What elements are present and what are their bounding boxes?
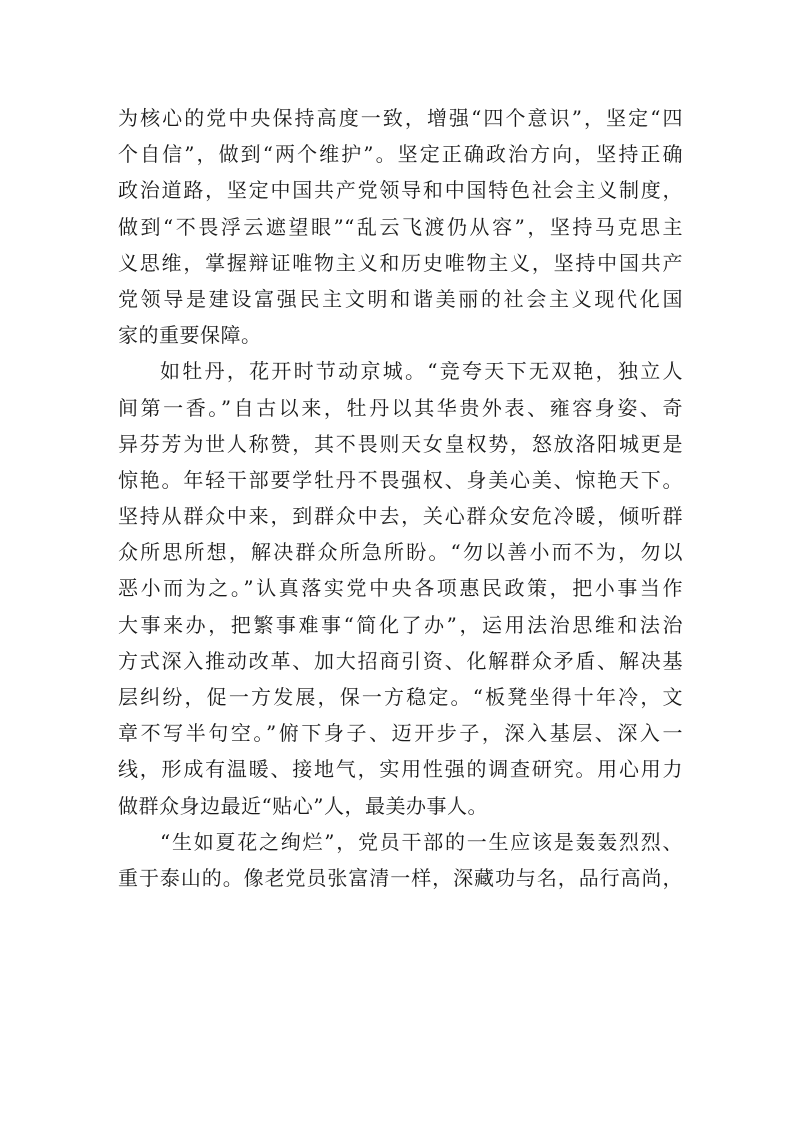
text-line-6: 党领导是建设富强民主文明和谐美丽的社会主义现代化国 [118,286,683,311]
text-line-19: 线，形成有温暖、接地气，实用性强的调查研究。用心用力 [118,757,683,782]
text-line-11: 惊艳。年轻干部要学牡丹不畏强权、身美心美、惊艳天下。 [118,467,683,492]
text-line-18: 章不写半句空。”俯下身子、迈开步子，深入基层、深入一 [118,721,683,746]
text-line-17: 层纠纷，促一方发展，保一方稳定。“板凳坐得十年冷，文 [118,685,683,709]
text-line-22: 重于泰山的。像老党员张富清一样，深藏功与名，品行高尚， [118,865,683,890]
text-line-15: 大事来办，把繁事难事“简化了办”，运用法治思维和法治 [118,612,683,637]
text-line-5: 义思维，掌握辩证唯物主义和历史唯物主义，坚持中国共产 [118,250,683,275]
text-line-12: 坚持从群众中来，到群众中去，关心群众安危冷暖，倾听群 [118,504,683,529]
text-line-21: “生如夏花之绚烂”，党员干部的一生应该是轰轰烈烈、 [160,829,683,854]
text-line-13: 众所思所想，解决群众所急所盼。“勿以善小而不为，勿以 [118,540,683,565]
text-line-10: 异芬芳为世人称赞，其不畏则天女皇权势，怒放洛阳城更是 [118,431,683,456]
text-line-20: 做群众身边最近“贴心”人，最美办事人。 [118,793,488,818]
text-line-1: 为核心的党中央保持高度一致，增强“四个意识”，坚定“四 [118,106,683,130]
text-line-7: 家的重要保障。 [118,323,262,348]
text-line-8: 如牡丹，花开时节动京城。“竞夸天下无双艳，独立人 [160,359,683,384]
text-line-16: 方式深入推动改革、加大招商引资、化解群众矛盾、解决基 [118,648,683,673]
document-body [118,100,683,896]
text-line-14: 恶小而为之。”认真落实党中央各项惠民政策，把小事当作 [118,576,683,601]
text-line-9: 间第一香。”自古以来，牡丹以其华贵外表、雍容身姿、奇 [118,395,683,420]
text-line-2: 个自信”，做到“两个维护”。坚定正确政治方向，坚持正确 [118,142,683,167]
text-line-4: 做到“不畏浮云遮望眼”“乱云飞渡仍从容”，坚持马克思主 [118,214,683,239]
text-line-3: 政治道路，坚定中国共产党领导和中国特色社会主义制度， [118,178,683,203]
